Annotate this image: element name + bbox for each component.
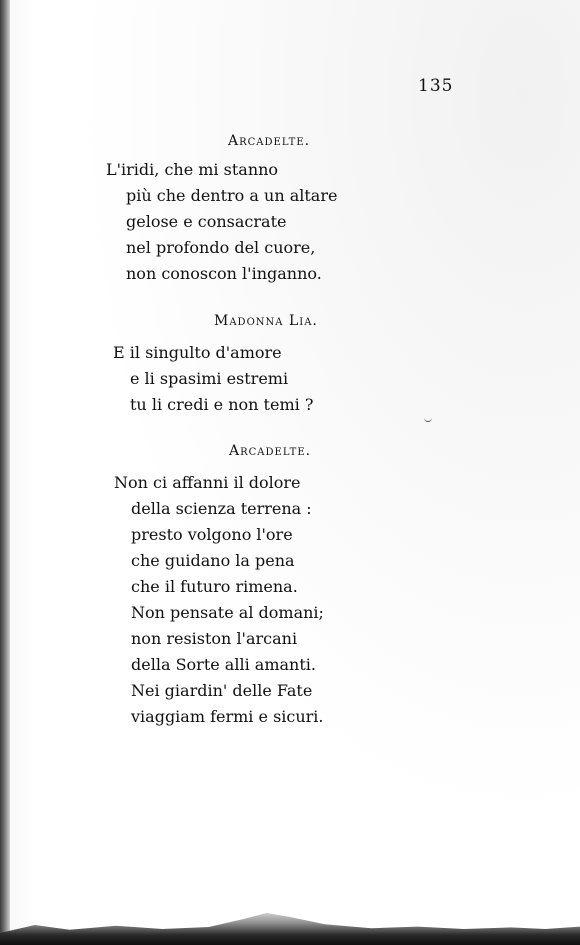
verse-line: viaggiam fermi e sicuri. bbox=[131, 707, 324, 726]
speaker-name: Arcadelte. bbox=[228, 133, 311, 149]
verse-line: gelose e consacrate bbox=[126, 212, 287, 231]
verse-line: Nei giardin' delle Fate bbox=[131, 681, 313, 700]
verse-line: che guidano la pena bbox=[131, 551, 295, 570]
verse-line: Non ci affanni il dolore bbox=[114, 473, 301, 492]
speaker-name: Arcadelte. bbox=[229, 443, 312, 459]
page-bottom-shadow bbox=[0, 905, 580, 945]
speaker-name: Madonna Lia. bbox=[214, 313, 318, 329]
verse-line: presto volgono l'ore bbox=[131, 525, 293, 544]
verse-line: della Sorte alli amanti. bbox=[131, 655, 316, 674]
verse-line: E il singulto d'amore bbox=[113, 343, 282, 362]
verse-line: non conoscon l'inganno. bbox=[126, 264, 322, 283]
verse-line: Non pensate al domani; bbox=[131, 603, 324, 622]
verse-line: e li spasimi estremi bbox=[130, 369, 289, 388]
ink-mark bbox=[424, 418, 432, 422]
verse-line: non resiston l'arcani bbox=[131, 629, 298, 648]
verse-line: della scienza terrena : bbox=[131, 499, 312, 518]
verse-line: che il futuro rimena. bbox=[131, 577, 298, 596]
verse-line: tu li credi e non temi ? bbox=[130, 395, 314, 414]
verse-line: più che dentro a un altare bbox=[126, 186, 338, 205]
book-spine-shadow bbox=[0, 0, 10, 945]
verse-line: nel profondo del cuore, bbox=[126, 238, 316, 257]
page-number: 135 bbox=[418, 76, 454, 96]
verse-line: L'iridi, che mi stanno bbox=[106, 160, 279, 179]
